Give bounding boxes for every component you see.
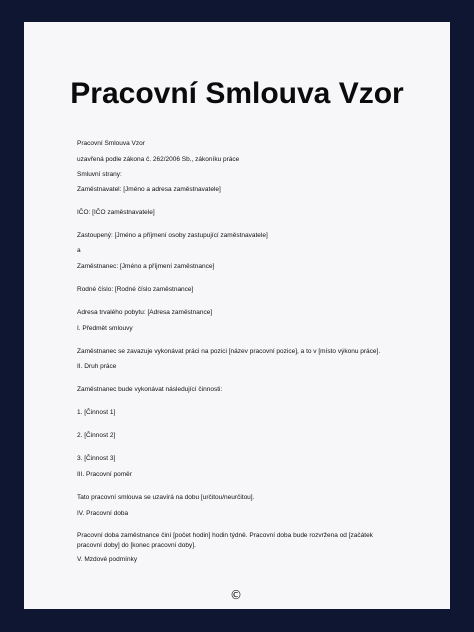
section-3-text: Tato pracovní smlouva se uzavírá na dobu [určitou/neurčitou]. (77, 494, 255, 501)
document-title: Pracovní Smlouva Vzor (70, 77, 404, 110)
activity-1-line: 1. [Činnost 1] (77, 409, 116, 416)
section-4-heading: IV. Pracovní doba (77, 510, 129, 517)
section-5-heading: V. Mzdové podmínky (77, 556, 138, 563)
address-line: Adresa trvalého pobytu: [Adresa zaměstnance] (77, 309, 213, 316)
employee-line: Zaměstnanec: [Jméno a příjmení zaměstnance] (77, 263, 215, 270)
section-1-heading: I. Předmět smlouvy (77, 325, 133, 332)
representative-line: Zastoupený: [Jméno a příjmení osoby zastupující zaměstnavatele] (77, 232, 268, 239)
document-page (24, 22, 450, 609)
employer-line: Zaměstnavatel: [Jméno a adresa zaměstnavatele] (77, 186, 221, 193)
section-2-text: Zaměstnanec bude vykonávat následující činnosti: (77, 386, 223, 393)
document-heading-line: Pracovní Smlouva Vzor (77, 140, 145, 147)
activity-3-line: 3. [Činnost 3] (77, 455, 116, 462)
section-1-text: Zaměstnanec se zavazuje vykonávat práci na pozici [název pracovní pozice], a to v [místo výkonu práce]. (77, 348, 381, 355)
ico-line: IČO: [IČO zaměstnavatele] (77, 209, 155, 216)
section-3-heading: III. Pracovní poměr (77, 471, 132, 478)
birth-number-line: Rodné číslo: [Rodné číslo zaměstnance] (77, 286, 194, 293)
section-4-text: Pracovní doba zaměstnance činí [počet hodin] hodin týdně. Pracovní doba bude rozvržena od [začátek pracovní doby] do [konec pracovní doby]. (77, 532, 373, 549)
law-reference-line: uzavřená podle zákona č. 262/2006 Sb., zákoníku práce (77, 156, 240, 163)
parties-heading: Smluvní strany: (77, 171, 122, 178)
and-line: a (77, 247, 81, 254)
activity-2-line: 2. [Činnost 2] (77, 432, 116, 439)
copyright-icon: © (230, 588, 242, 602)
section-2-heading: II. Druh práce (77, 363, 117, 370)
